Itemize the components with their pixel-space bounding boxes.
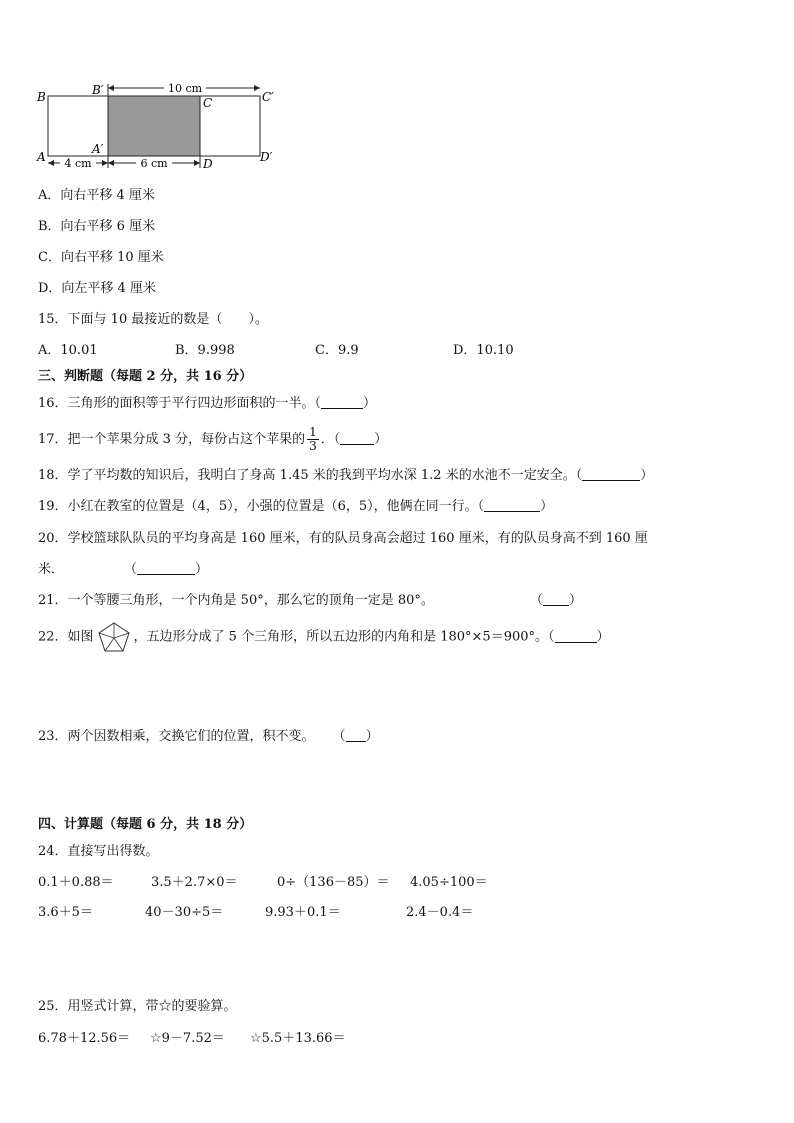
q25-c2: ☆9－7.52＝: [150, 1031, 225, 1046]
q24-r2-c1: 3.6＋5＝: [38, 905, 93, 920]
q14-option-b: B．向右平移 6 厘米: [38, 219, 156, 234]
q16: [38, 396, 376, 412]
q22: [38, 620, 610, 655]
q24-stem: 24．直接写出得数。: [38, 844, 159, 859]
q15-option-a: A．10.01: [38, 343, 98, 358]
q23-close: ）: [365, 729, 379, 744]
vertex-d: D: [203, 157, 213, 170]
bottom-mid-dim-label: 6 cm: [140, 157, 168, 170]
q16-text: 16．三角形的面积等于平行四边形面积的一半。（: [38, 396, 322, 411]
q16-close: ）: [363, 396, 377, 411]
q20-close: ）: [195, 562, 209, 577]
q23-text: 23．两个因数相乘，交换它们的位置，积不变。: [38, 729, 315, 744]
vertex-b: B: [37, 90, 46, 104]
q21-text: 21．一个等腰三角形，一个内角是 50°，那么它的顶角一定是 80°。: [38, 593, 434, 608]
q24-r2-c2: 40－30÷5＝: [145, 905, 224, 920]
q17-fraction: [307, 426, 319, 453]
q15-option-b: B．9.998: [175, 343, 235, 358]
q20-text2: 米．: [38, 562, 65, 577]
q15-option-c: C．9.9: [315, 343, 359, 358]
q24-r1-c4: 4.05÷100＝: [410, 875, 488, 890]
vertex-c-prime: C′: [262, 90, 274, 104]
q14-option-c: C．向右平移 10 厘米: [38, 250, 164, 265]
q24-r1-c3: 0÷（136－85）＝: [277, 875, 390, 890]
vertex-a: A: [37, 150, 46, 164]
q19-answer-blank[interactable]: [484, 499, 540, 512]
q19-text: 19．小红在教室的位置是（4，5），小强的位置是（6，5），他俩在同一行。（: [38, 499, 485, 514]
q20-line2: [38, 562, 208, 578]
q17-text: 17．把一个苹果分成 3 分，每份占这个苹果的: [38, 432, 306, 447]
q17-tail: ．（: [320, 432, 341, 447]
q15-stem: 15．下面与 10 最接近的数是（ ）。: [38, 312, 268, 327]
q21-open: （: [530, 593, 544, 608]
q17-fraction-num: 1: [309, 425, 317, 439]
q22-answer-blank[interactable]: [555, 630, 597, 643]
translation-figure: [30, 80, 330, 170]
q21-close: ）: [569, 593, 583, 608]
q25-stem: 25．用竖式计算，带☆的要验算。: [38, 999, 237, 1014]
top-dim-label: 10 cm: [167, 82, 203, 95]
q23-open: （: [332, 729, 346, 744]
q22-close: ）: [596, 629, 610, 645]
q20-open: （: [124, 562, 138, 577]
q21-answer-blank[interactable]: [543, 593, 569, 606]
q25-c3: ☆5.5＋13.66＝: [250, 1031, 346, 1046]
q22-pre: 22．如图: [38, 629, 94, 645]
q17: [38, 425, 387, 455]
pentagon-icon: [96, 620, 132, 654]
q24-r1-c1: 0.1＋0.88＝: [38, 875, 114, 890]
q20-answer-blank[interactable]: [137, 562, 195, 575]
q24-r1-c2: 3.5＋2.7×0＝: [151, 875, 238, 890]
bottom-left-dim-label: 4 cm: [64, 157, 92, 170]
q20-line1: 20．学校篮球队队员的平均身高是 160 厘米，有的队员身高会超过 160 厘米，有的队员身高不到 160 厘: [38, 531, 648, 546]
section3-heading: 三、判断题（每题 2 分，共 16 分）: [38, 369, 253, 384]
q18-close: ）: [640, 468, 654, 483]
q25-c1: 6.78＋12.56＝: [38, 1031, 131, 1046]
q23: [38, 729, 379, 745]
q21-bracket: [530, 593, 582, 609]
q24-r2-c3: 9.93＋0.1＝: [265, 905, 341, 920]
vertex-a-prime: A′: [92, 142, 104, 156]
q17-close: ）: [374, 432, 388, 447]
vertex-b-prime: B′: [92, 83, 104, 97]
q18-text: 18．学了平均数的知识后，我明白了身高 1.45 米的我到平均水深 1.2 米的水池不一定安全。（: [38, 468, 583, 483]
q14-option-d: D．向左平移 4 厘米: [38, 281, 156, 296]
vertex-d-prime: D′: [260, 150, 273, 164]
q23-answer-blank[interactable]: [346, 729, 366, 742]
q18: [38, 468, 653, 484]
q17-answer-blank[interactable]: [340, 432, 374, 445]
q21: [38, 593, 434, 609]
q18-answer-blank[interactable]: [582, 468, 640, 481]
shaded-rectangle: [108, 96, 200, 156]
q15-option-d: D．10.10: [453, 343, 514, 358]
q17-fraction-den: 3: [309, 439, 317, 453]
section4-heading: 四、计算题（每题 6 分，共 18 分）: [38, 817, 253, 832]
q14-option-a: A．向右平移 4 厘米: [38, 188, 155, 203]
q19-close: ）: [540, 499, 554, 514]
q19: [38, 499, 553, 515]
vertex-c: C: [203, 96, 213, 110]
q16-answer-blank[interactable]: [321, 396, 363, 409]
q22-post: ，五边形分成了 5 个三角形，所以五边形的内角和是 180°×5＝900°。（: [133, 629, 555, 645]
q24-r2-c4: 2.4－0.4＝: [406, 905, 474, 920]
